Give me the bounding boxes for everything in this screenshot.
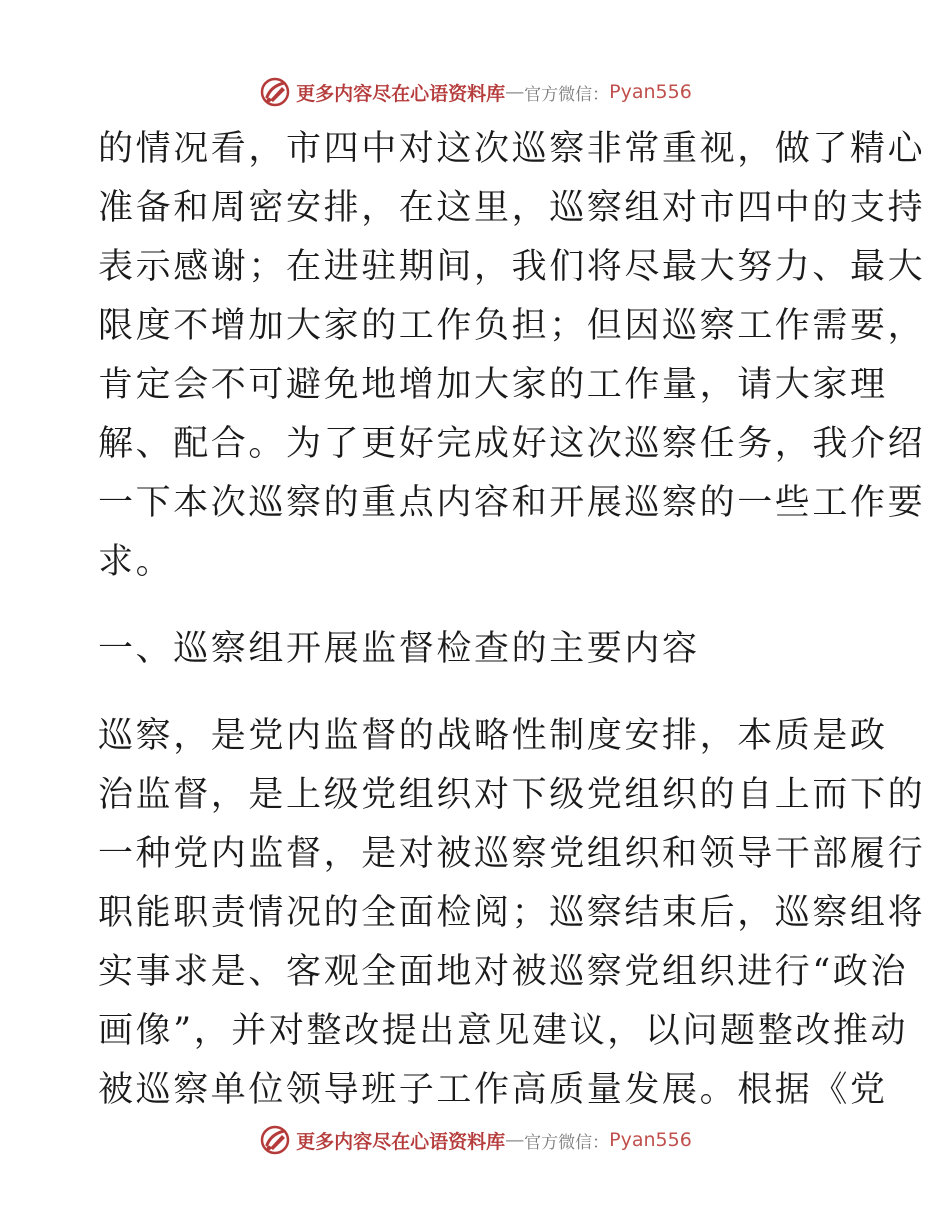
text-line: 职能职责情况的全面检阅；巡察结束后，巡察组将 [98, 893, 926, 933]
text-line: 准备和周密安排，在这里，巡察组对市四中的支持 [98, 188, 926, 228]
footer-banner [0, 1120, 950, 1160]
banner-dash: — [505, 81, 525, 103]
logo-icon [258, 75, 292, 109]
banner-wechat-id: Pyan556 [609, 81, 692, 103]
banner-dash: — [505, 1129, 525, 1151]
banner-brand-text: 更多内容尽在心语资料库 [296, 1130, 506, 1153]
text-line: 的情况看，市四中对这次巡察非常重视，做了精心 [98, 129, 926, 169]
text-line: 求。 [98, 542, 174, 582]
banner-wechat-label: 官方微信： [524, 84, 610, 105]
document-body [98, 120, 926, 1120]
banner-brand-text: 更多内容尽在心语资料库 [296, 82, 506, 105]
paragraph-spacer [98, 592, 858, 620]
banner-wechat-id: Pyan556 [609, 1129, 692, 1151]
text-line: 实事求是、客观全面地对被巡察党组织进行“政治 [98, 952, 909, 992]
text-line: 限度不增加大家的工作负担；但因巡察工作需要， [98, 306, 926, 346]
text-line: 表示感谢；在进驻期间，我们将尽最大努力、最大 [98, 247, 926, 287]
text-line: 治监督，是上级党组织对下级党组织的自上而下的 [98, 775, 926, 815]
text-line: 画像”，并对整改提出意见建议，以问题整改推动 [98, 1011, 909, 1051]
header-banner [0, 72, 950, 112]
section-heading: 一、巡察组开展监督检查的主要内容 [98, 629, 700, 669]
text-line: 肯定会不可避免地增加大家的工作量，请大家理 [98, 365, 888, 405]
paragraph-spacer [98, 679, 858, 707]
text-line: 一种党内监督，是对被巡察党组织和领导干部履行 [98, 834, 926, 874]
text-line: 解、配合。为了更好完成好这次巡察任务，我介绍 [98, 424, 926, 464]
paragraph-intro [98, 120, 926, 592]
text-line: 被巡察单位领导班子工作高质量发展。根据《党 [98, 1070, 888, 1110]
banner-wechat-label: 官方微信： [524, 1132, 610, 1153]
text-line: 巡察，是党内监督的战略性制度安排，本质是政 [98, 716, 888, 756]
logo-icon [258, 1123, 292, 1157]
paragraph-inspection [98, 707, 926, 1120]
text-line: 一下本次巡察的重点内容和开展巡察的一些工作要 [98, 483, 926, 523]
